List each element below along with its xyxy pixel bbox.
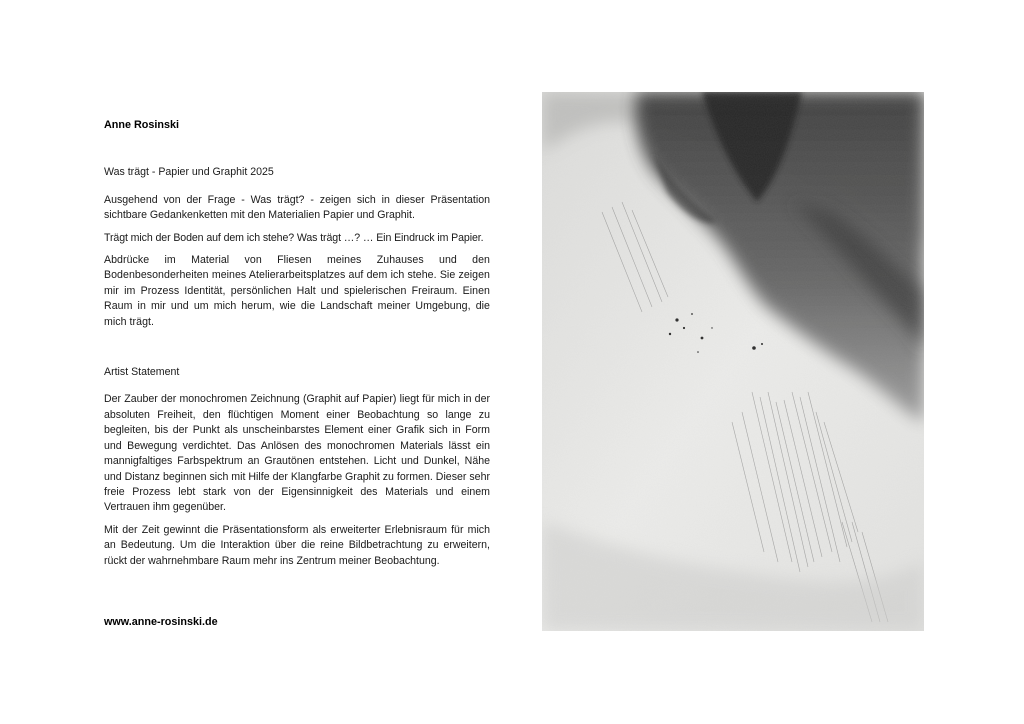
artwork-image — [542, 92, 924, 631]
text-column — [104, 118, 490, 576]
statement-paragraph-1: Der Zauber der monochromen Zeichnung (Graphit auf Papier) liegt für mich in der absoluten Freiheit, den flüchtigen Moment einer Beobachtung so lange zu begleiten, bis der Punkt als unscheinbarstes Element einer Grafik sich in Form und Bewegung verdichtet. Das Anlösen des monochromen Materials lässt ein mannigfaltiges Farbspektrum an Grautönen entstehen. Licht und Dunkel, Nähe und Distanz beginnen sich mit Hilfe der Klangfarbe Graphit zu formen. Dieser sehr freie Prozess lebt stark von der Eigensinnigkeit des Materials und einem Vertrauen ihm gegenüber. — [104, 393, 490, 514]
section-spacer — [104, 337, 490, 365]
author-name: Anne Rosinski — [104, 119, 179, 131]
project-title: Was trägt - Papier und Graphit 2025 — [104, 166, 274, 179]
project-paragraph-3: Abdrücke im Material von Fliesen meines Zuhauses und den Bodenbesonderheiten meines Atelierarbeitsplatzes auf dem ich stehe. Sie zeigen mir im Prozess Identität, persönlichen Halt und spielerischen Freiraum. Einen Raum in mir und um mich herum, wie die Landschaft meiner Umgebung, die mich trägt. — [104, 254, 490, 328]
project-paragraph-2: Trägt mich der Boden auf dem ich stehe? Was trägt …? … Ein Eindruck im Papier. — [104, 231, 484, 244]
statement-title: Artist Statement — [104, 366, 180, 379]
website-link[interactable]: www.anne-rosinski.de — [104, 616, 218, 628]
statement-paragraph-2: Mit der Zeit gewinnt die Präsentationsform als erweiterter Erlebnisraum für mich an Bedeutung. Um die Interaktion über die reine Bildbetrachtung zu erweitern, rückt der wahrnehmbare Raum mehr ins Zentrum meiner Beobachtung. — [104, 523, 490, 567]
project-paragraph-1: Ausgehend von der Frage - Was trägt? - zeigen sich in dieser Präsentation sichtbare Gedankenketten mit den Materialien Papier und Graphit. — [104, 193, 490, 222]
graphite-drawing — [542, 92, 924, 631]
